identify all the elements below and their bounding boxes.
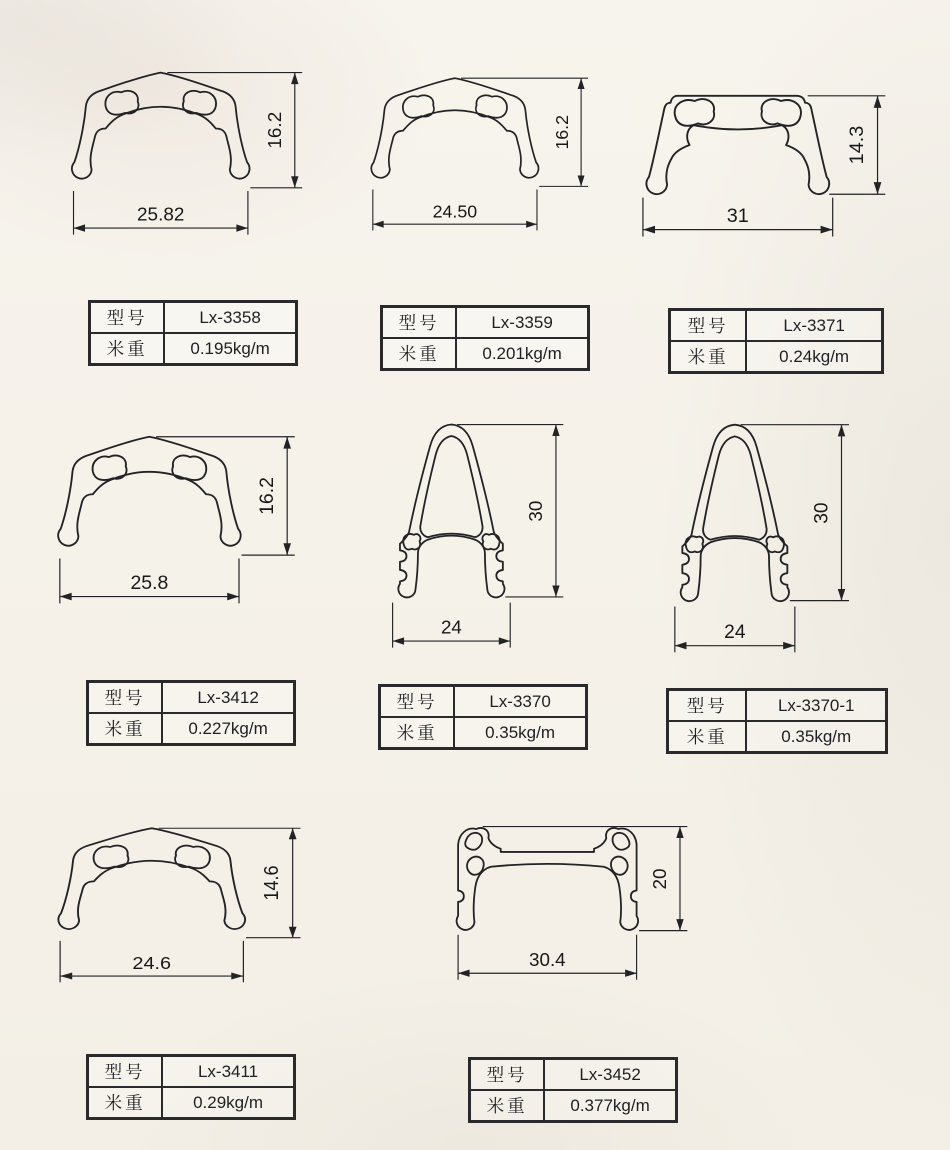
weight-value: 0.227kg/m [162, 713, 294, 744]
model-value: Lx-3412 [162, 682, 294, 713]
spec-table-lx-3452 [468, 1057, 678, 1123]
model-label: 型号 [470, 1059, 544, 1090]
height-dimension-label: 16.2 [255, 477, 278, 515]
height-dimension-label: 16.2 [264, 111, 286, 149]
height-dimension [461, 78, 588, 186]
model-label: 型号 [668, 690, 746, 721]
weight-label: 米重 [88, 1087, 162, 1118]
width-dimension-label: 30.4 [529, 948, 566, 970]
model-label: 型号 [88, 1056, 162, 1087]
height-dimension-label: 30 [525, 500, 547, 522]
model-label: 型号 [88, 682, 162, 713]
rim-profile-drawing [445, 820, 707, 988]
weight-value: 0.35kg/m [746, 721, 886, 752]
figure-lx-3370 [382, 418, 578, 659]
rim-cross-section [371, 78, 538, 178]
rim-cross-section [681, 425, 789, 601]
weight-label: 米重 [88, 713, 162, 744]
rim-profile-drawing [630, 82, 906, 246]
spec-table-lx-3371 [668, 308, 884, 374]
height-dimension [159, 828, 301, 937]
model-label: 型号 [670, 310, 746, 341]
width-dimension-label: 31 [726, 204, 749, 227]
rim-cross-section [58, 437, 240, 546]
spec-table-lx-3370 [378, 684, 588, 750]
width-dimension-label: 25.82 [137, 204, 185, 226]
weight-value: 0.24kg/m [746, 341, 882, 372]
width-dimension [60, 559, 239, 604]
model-value: Lx-3358 [164, 302, 296, 333]
height-dimension-label: 14.3 [845, 125, 868, 165]
spec-table-lx-3370-1 [666, 688, 888, 754]
weight-label: 米重 [668, 721, 746, 752]
rim-profile-drawing [48, 822, 316, 994]
rim-cross-section [58, 828, 245, 929]
rim-profile-drawing [664, 418, 864, 664]
rim-profile-drawing [382, 418, 578, 659]
width-dimension-label: 24 [440, 616, 462, 638]
figure-lx-3412 [48, 430, 310, 616]
width-dimension [675, 606, 795, 652]
height-dimension-label: 14.6 [261, 865, 284, 901]
spec-table-lx-3411 [86, 1054, 296, 1120]
weight-label: 米重 [382, 338, 456, 369]
model-value: Lx-3411 [162, 1056, 294, 1087]
model-value: Lx-3359 [456, 307, 588, 338]
model-value: Lx-3371 [746, 310, 882, 341]
weight-value: 0.195kg/m [164, 333, 296, 364]
width-dimension-label: 25.8 [130, 571, 169, 594]
width-dimension-label: 24.6 [132, 953, 172, 974]
height-dimension [156, 437, 295, 555]
spec-table-lx-3412 [86, 680, 296, 746]
width-dimension [74, 191, 248, 235]
height-dimension-label: 16.2 [551, 115, 572, 150]
weight-value: 0.201kg/m [456, 338, 588, 369]
rim-cross-section [646, 96, 829, 194]
weight-label: 米重 [90, 333, 164, 364]
figure-lx-3452 [445, 820, 707, 988]
width-dimension-label: 24.50 [432, 201, 478, 222]
height-dimension [483, 827, 688, 931]
width-dimension [393, 603, 511, 648]
spec-table-lx-3358 [88, 300, 298, 366]
figure-lx-3359 [362, 72, 602, 242]
rim-profile-drawing [48, 430, 310, 616]
height-dimension-label: 30 [811, 502, 833, 524]
spec-table-lx-3359 [380, 305, 590, 371]
figure-lx-3411 [48, 822, 316, 994]
rim-profile-drawing [362, 72, 602, 242]
width-dimension-label: 24 [724, 622, 746, 644]
figure-lx-3370-1 [664, 418, 864, 664]
width-dimension [458, 935, 636, 980]
width-dimension [373, 189, 537, 230]
weight-label: 米重 [670, 341, 746, 372]
model-label: 型号 [380, 686, 454, 717]
model-label: 型号 [90, 302, 164, 333]
weight-label: 米重 [470, 1090, 544, 1121]
model-value: Lx-3452 [544, 1059, 676, 1090]
width-dimension [643, 198, 833, 237]
rim-cross-section [457, 828, 638, 930]
model-value: Lx-3370 [454, 686, 586, 717]
weight-value: 0.35kg/m [454, 717, 586, 748]
rim-cross-section [72, 73, 250, 179]
rim-profile-drawing [62, 66, 317, 247]
height-dimension-label: 20 [649, 868, 671, 890]
weight-value: 0.377kg/m [544, 1090, 676, 1121]
weight-value: 0.29kg/m [162, 1087, 294, 1118]
rim-cross-section [398, 425, 504, 598]
height-dimension [167, 73, 302, 188]
figure-lx-3371 [630, 82, 906, 246]
model-label: 型号 [382, 307, 456, 338]
figure-lx-3358 [62, 66, 317, 247]
model-value: Lx-3370-1 [746, 690, 886, 721]
width-dimension [60, 941, 243, 982]
weight-label: 米重 [380, 717, 454, 748]
